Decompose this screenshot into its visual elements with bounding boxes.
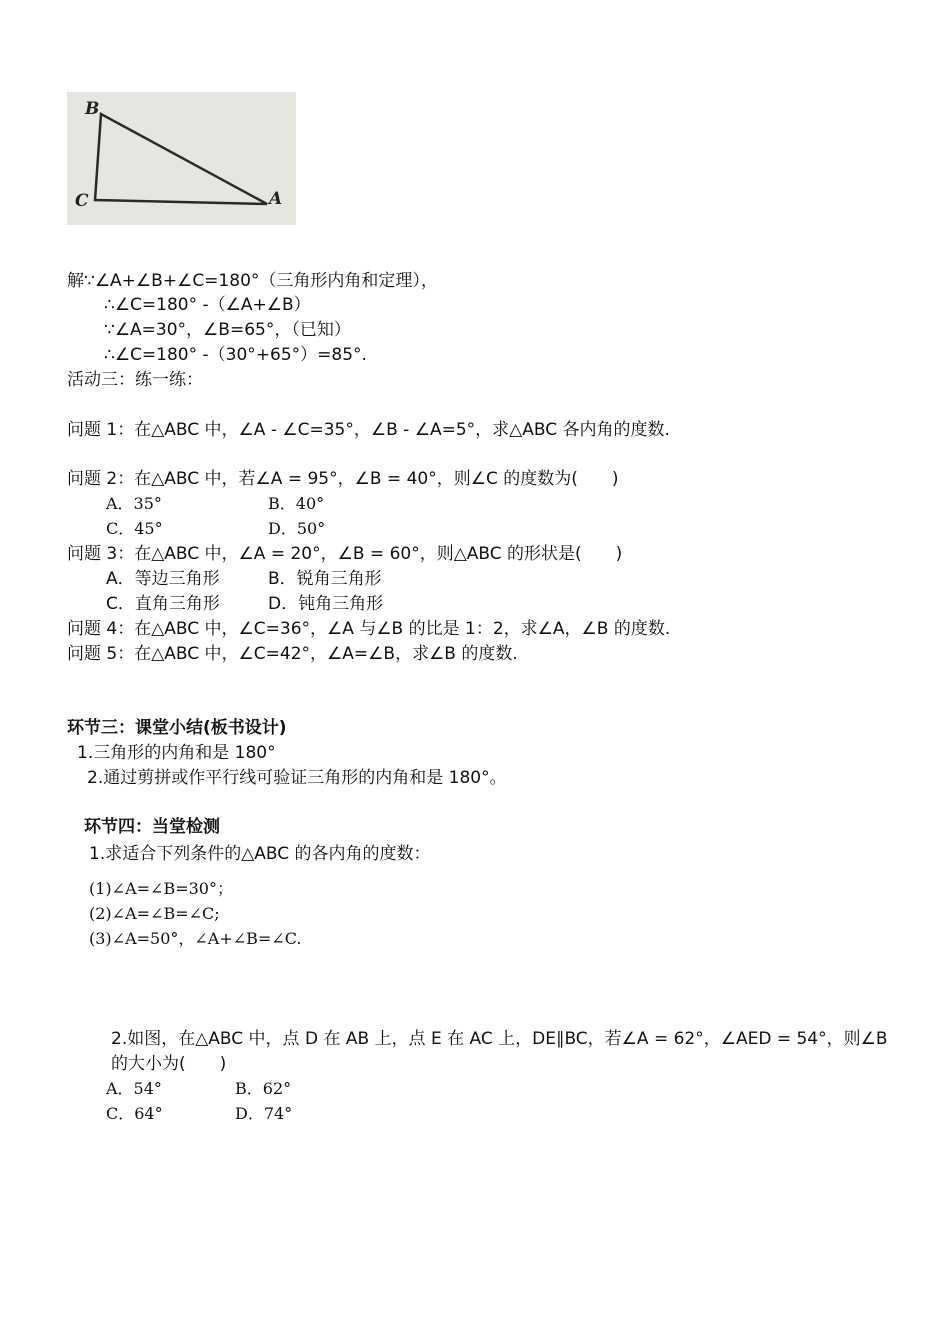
q3-option-b: B．锐角三角形 <box>268 569 382 589</box>
summary-item-2: 2.通过剪拼或作平行线可验证三角形的内角和是 180°。 <box>87 768 507 788</box>
activity3-question-1: 问题 1：在△ABC 中，∠A - ∠C=35°，∠B - ∠A=5°，求△ABC 各内角的度数. <box>67 420 670 440</box>
section3-heading: 环节三：课堂小结(板书设计) <box>67 718 287 738</box>
triangle-diagram <box>67 92 296 225</box>
test-q2-option-a: A．54° <box>106 1079 162 1098</box>
triangle-figure <box>67 92 296 225</box>
test-q1-part-2: (2)∠A=∠B=∠C; <box>89 904 220 923</box>
test-q1-part-3: (3)∠A=50°，∠A+∠B=∠C. <box>89 929 302 948</box>
vertex-b-label: B <box>85 99 100 119</box>
activity3-question-3: 问题 3：在△ABC 中，∠A = 20°，∠B = 60°，则△ABC 的形状是( ) <box>67 544 623 564</box>
test-question-2-line-2: 的大小为( ) <box>111 1054 227 1074</box>
test-question-1: 1.求适合下列条件的△ABC 的各内角的度数： <box>89 844 431 864</box>
vertex-a-label: A <box>269 189 283 209</box>
test-q2-option-c: C．64° <box>106 1104 163 1123</box>
q2-option-c: C．45° <box>106 519 163 538</box>
q2-option-d: D．50° <box>268 519 326 538</box>
activity3-question-5: 问题 5：在△ABC 中，∠C=42°，∠A=∠B，求∠B 的度数. <box>67 644 518 664</box>
q3-option-d: D．钝角三角形 <box>268 594 384 614</box>
q3-option-c: C．直角三角形 <box>106 594 220 614</box>
activity3-question-4: 问题 4：在△ABC 中，∠C=36°，∠A 与∠B 的比是 1：2，求∠A，∠B 的度数. <box>67 619 671 639</box>
summary-item-1: 1.三角形的内角和是 180° <box>77 743 276 763</box>
solution-line-1: 解∵∠A+∠B+∠C=180°（三角形内角和定理）， <box>67 271 438 291</box>
test-q2-option-b: B．62° <box>235 1079 292 1098</box>
solution-line-2: ∴∠C=180° -（∠A+∠B） <box>104 295 311 315</box>
activity3-heading: 活动三：练一练： <box>67 370 203 390</box>
test-q2-option-d: D．74° <box>235 1104 293 1123</box>
test-q1-part-1: (1)∠A=∠B=30°； <box>89 879 233 898</box>
q2-option-a: A．35° <box>106 494 162 513</box>
activity3-question-2: 问题 2：在△ABC 中，若∠A = 95°，∠B = 40°，则∠C 的度数为( ) <box>67 469 619 489</box>
section4-heading: 环节四：当堂检测 <box>84 817 220 837</box>
vertex-c-label: C <box>75 191 89 211</box>
solution-line-4: ∴∠C=180° -（30°+65°）=85°. <box>104 345 367 365</box>
test-question-2-line-1: 2.如图，在△ABC 中，点 D 在 AB 上，点 E 在 AC 上，DE∥BC，若∠A = 62°，∠AED = 54°，则∠B <box>111 1029 888 1049</box>
solution-line-3: ∵∠A=30°，∠B=65°，（已知） <box>104 320 351 340</box>
q3-option-a: A．等边三角形 <box>106 569 220 589</box>
q2-option-b: B．40° <box>268 494 325 513</box>
